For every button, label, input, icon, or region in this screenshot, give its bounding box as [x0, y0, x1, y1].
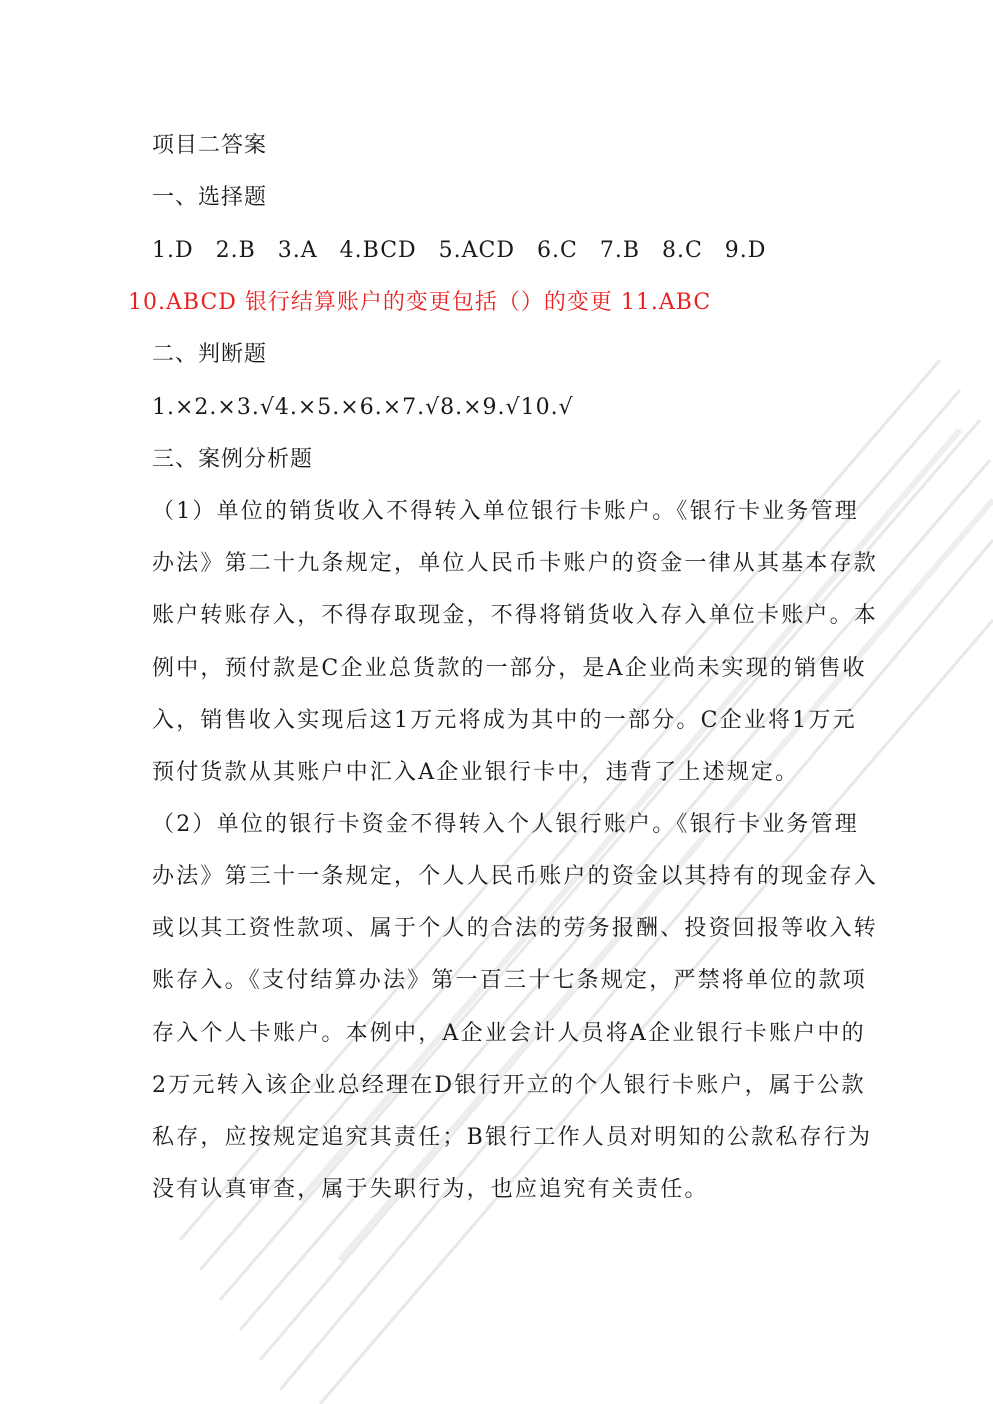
- case-line: 没有认真审查，属于失职行为，也应追究有关责任。: [152, 1177, 709, 1202]
- case-line: 办法》第三十一条规定，个人人民币账户的资金以其持有的现金存入: [152, 864, 879, 889]
- case-line: 账存入。《支付结算办法》第一百三十七条规定，严禁将单位的款项: [152, 968, 868, 993]
- case-line: 私存，应按规定追究其责任；B银行工作人员对明知的公款私存行为: [152, 1125, 873, 1150]
- case-line: 入，销售收入实现后这1万元将成为其中的一部分。C企业将1万元: [152, 708, 857, 733]
- judge-answers: 1.×2.×3.√4.×5.×6.×7.√8.×9.√10.√: [152, 395, 574, 420]
- case-line: 2万元转入该企业总经理在D银行开立的个人银行卡账户，属于公款: [152, 1073, 866, 1098]
- section-case-title: 三、案例分析题: [152, 447, 314, 472]
- case-line: 或以其工资性款项、属于个人的合法的劳务报酬、投资回报等收入转: [152, 916, 879, 941]
- choice-answers-line2: 10.ABCD 银行结算账户的变更包括（）的变更 11.ABC: [128, 290, 712, 315]
- choice-answers-line1: 1.D 2.B 3.A 4.BCD 5.ACD 6.C 7.B 8.C 9.D: [152, 238, 767, 263]
- section-choice-title: 一、选择题: [152, 185, 268, 210]
- case-line: 预付货款从其账户中汇入A企业银行卡中，违背了上述规定。: [152, 760, 800, 785]
- answer-heading: 项目二答案: [152, 133, 268, 158]
- case-line: （2）单位的银行卡资金不得转入个人银行账户。《银行卡业务管理: [152, 812, 859, 837]
- case-line: 办法》第二十九条规定，单位人民币卡账户的资金一律从其基本存款: [152, 551, 879, 576]
- case-line: 账户转账存入，不得存取现金，不得将销货收入存入单位卡账户。本: [152, 603, 879, 628]
- section-judge-title: 二、判断题: [152, 342, 268, 367]
- case-line: 例中，预付款是C企业总货款的一部分，是A企业尚未实现的销售收: [152, 656, 867, 681]
- case-line: 存入个人卡账户。本例中，A企业会计人员将A企业银行卡账户中的: [152, 1021, 866, 1046]
- case-line: （1）单位的销货收入不得转入单位银行卡账户。《银行卡业务管理: [152, 499, 859, 524]
